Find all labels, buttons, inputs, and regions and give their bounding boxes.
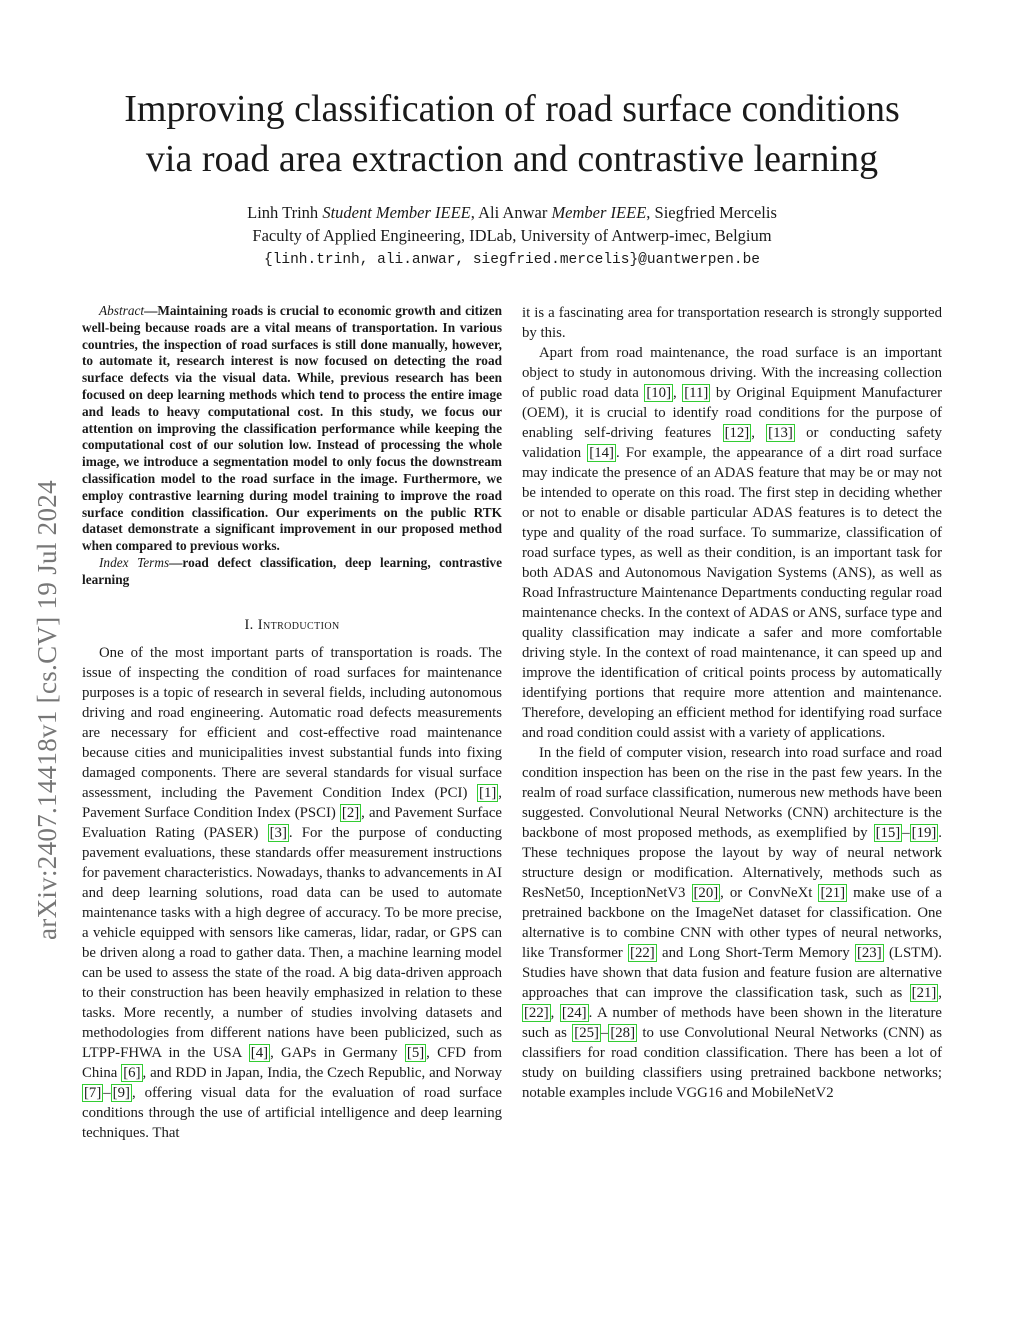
- citation-link[interactable]: [3]: [269, 824, 287, 841]
- intro-paragraph-2: [522, 343, 942, 743]
- text-run: , and Pavement Surface Evaluation Rating (PASER): [82, 804, 502, 841]
- text-run: , offering visual data for the evaluation of road surface conditions through the use of artificial intelligence and deep learning techniques. That: [82, 1084, 502, 1141]
- text-run: ,: [550, 1005, 560, 1021]
- citation-link[interactable]: [6]: [123, 1064, 141, 1081]
- text-run: ,: [938, 985, 942, 1001]
- citation-link[interactable]: [12]: [724, 425, 750, 441]
- citation-link[interactable]: [21]: [820, 885, 846, 901]
- text-run: (LSTM). Studies have shown that data fusion and feature fusion are alternative approaches that can improve the classification task, such as: [522, 945, 943, 1001]
- abstract-text: —Maintaining roads is crucial to economic growth and citizen well-being because roads are a vital means of transportation. In various countries, the inspection of road surfaces is still done manually, however, to automate it, research interest is now focused on detecting the road surface defects via the visual data. While, previous research has been focused on deep learning methods which tend to process the entire image and leads to heavy computational cost. In this study, we focus our attention on improving the classification performance while keeping the computational cost of our solution low. Instead of processing the whole image, we introduce a segmentation model to only focus the downstream classification model to the road surface in the image. Furthermore, we employ contrastive learning during model training to improve the road surface condition classification. Our experiments on the public RTK dataset demonstrate a significant improvement in our proposed method when compared to previous works.: [82, 303, 502, 554]
- text-run: , or ConvNeXt: [720, 885, 819, 901]
- author-1-role: Student Member IEEE: [322, 203, 471, 222]
- citation-link[interactable]: [2]: [341, 804, 360, 821]
- index-terms-label: Index Terms: [99, 554, 170, 570]
- right-column: [522, 303, 942, 1103]
- text-run: , and RDD in Japan, India, the Czech Republic, and Norway: [142, 1064, 502, 1081]
- author-names: Linh Trinh Student Member IEEE, Ali Anwar Member IEEE, Siegfried Mercelis: [247, 203, 777, 222]
- text-run: . For example, the appearance of a dirt road surface may indicate the presence of an ADAS feature that may be or may not be intended to operate on this road. The first step in deciding whether or not to enable or disable particular ADAS features is to detect the type and quality of the road surface. To summarize, classification of road surface types, as well as their condition, is an important task for both ADAS and Autonomous Navigation Systems (ANS), as well as Road Infrastructure Maintenance Departments conducting regular road maintenance checks. In the context of ADAS or ANS, surface type and quality classification may indicate a safer and more comfortable driving style. In the context of road maintenance, it can speed up and improve the identification of critical points process by automatically identifying portions that require more attention and maintenance. Therefore, developing an efficient method for identifying road surface and road condition could assist with a variety of applications.: [522, 445, 942, 741]
- citation-link[interactable]: [7]: [84, 1084, 102, 1101]
- citation-link[interactable]: [20]: [693, 885, 719, 901]
- text-run: Apart from road maintenance, the road surface is an important object to study in autonomous driving. With the increasing collection of public road data: [522, 345, 942, 401]
- index-terms: [82, 555, 502, 589]
- citation-link[interactable]: [28]: [610, 1025, 635, 1041]
- text-run: and Long Short-Term Memory: [656, 945, 855, 961]
- text-run: to use Convolutional Neural Networks (CNN) as classifiers for road condition classification. There has been a lot of study on building classifiers using pretrained backbone networks; notable examples include VGG16 and MobileNetV2: [522, 1025, 942, 1101]
- author-emails[interactable]: {linh.trinh, ali.anwar, siegfried.mercelis}@uantwerpen.be: [264, 252, 760, 268]
- text-run: ,: [751, 425, 767, 441]
- text-run: , Pavement Surface Condition Index (PSCI): [82, 784, 502, 821]
- citation-link[interactable]: [9]: [112, 1084, 130, 1101]
- citation-link[interactable]: [15]: [875, 825, 901, 841]
- citation-link[interactable]: [23]: [856, 945, 882, 961]
- citation-link[interactable]: [10]: [646, 385, 671, 401]
- intro-paragraph-1: [82, 643, 502, 1143]
- citation-link[interactable]: [22]: [524, 1005, 549, 1021]
- author-2-name: Ali Anwar: [478, 203, 548, 222]
- left-column: [82, 303, 502, 1143]
- affiliation: Faculty of Applied Engineering, IDLab, University of Antwerp-imec, Belgium: [252, 226, 772, 245]
- text-run: by Original Equipment Manufacturer (OEM), it is crucial to identify road conditions for the purpose of enabling self-driving features: [522, 385, 942, 441]
- text-run: –: [600, 1025, 609, 1041]
- author-block: [60, 201, 964, 272]
- author-3-name: Siegfried Mercelis: [654, 203, 777, 222]
- title-line-2: via road area extraction and contrastive learning: [145, 138, 879, 180]
- text-run: –: [103, 1084, 111, 1101]
- citation-link[interactable]: [24]: [561, 1005, 587, 1021]
- index-terms-text: —road defect classification, deep learning, contrastive learning: [82, 554, 502, 587]
- arxiv-identifier[interactable]: arXiv:2407.14418v1 [cs.CV] 19 Jul 2024: [32, 480, 62, 940]
- section-heading-introduction: I. Introduction: [244, 616, 340, 633]
- abstract: [82, 303, 502, 555]
- text-run: –: [902, 825, 910, 841]
- citation-link[interactable]: [5]: [406, 1044, 425, 1061]
- text-run: ,: [673, 385, 683, 401]
- intro-paragraph-1-continued: it is a fascinating area for transportation research is strongly supported by this.: [522, 305, 942, 341]
- citation-link[interactable]: [13]: [768, 425, 793, 441]
- text-run: , CFD from China: [82, 1044, 503, 1081]
- text-run: One of the most important parts of transportation is roads. The issue of inspecting the condition of road surfaces for maintenance purposes is a topic of research in several fields, including autonomous driving and road engineering. Automatic road defects measurements are necessary for efficient and cost-effective road maintenance because cities and municipalities invest substantial funds into fixing damaged components. There are several standards for visual surface assessment, including the Pavement Condition Index (PCI): [82, 644, 502, 801]
- text-run: , GAPs in Germany: [270, 1044, 405, 1061]
- citation-link[interactable]: [22]: [630, 945, 655, 961]
- abstract-label: Abstract: [99, 303, 145, 318]
- citation-link[interactable]: [19]: [911, 825, 937, 841]
- text-run: make use of a pretrained backbone on the ImageNet dataset for classification. One alternative is to combine CNN with other types of neural networks, like Transformer: [522, 885, 942, 961]
- paper-title: [60, 84, 964, 184]
- text-run: . These techniques propose the layout by way of neural network structure design or modification. Alternatively, methods such as ResNet50, InceptionNetV3: [522, 825, 942, 901]
- author-1-name: Linh Trinh: [247, 203, 319, 222]
- citation-link[interactable]: [1]: [479, 784, 497, 801]
- citation-link[interactable]: [21]: [911, 985, 937, 1001]
- text-run: or conducting safety validation: [522, 425, 942, 461]
- author-2-role: Member IEEE: [551, 203, 647, 222]
- text-run: . A number of methods have been shown in the literature such as: [522, 1005, 943, 1041]
- text-run: . For the purpose of conducting pavement evaluations, these standards offer measurement instructions for pavement characteristics. Nowadays, thanks to advancements in AI and deep learning solutions, road data can be used to automate maintenance tasks with a high degree of accuracy. To be more precise, a vehicle equipped with sensors like cameras, lidar, radar, or GPS can be driven along a road to gather data. Then, a machine learning model can be used to assess the state of the road. A big data-driven approach to their construction has been heavily emphasized in relation to these tasks. More recently, a number of studies involving datasets and methodologies from different nations have been publicized, such as LTPP-FHWA in the USA: [82, 824, 503, 1061]
- intro-paragraph-3: [522, 743, 942, 1103]
- citation-link[interactable]: [14]: [589, 445, 614, 461]
- citation-link[interactable]: [25]: [574, 1025, 599, 1041]
- citation-link[interactable]: [11]: [684, 385, 709, 401]
- text-run: In the field of computer vision, research into road surface and road condition inspection has been on the rise in the past few years. In the realm of road surface classification, numerous new methods have been suggested. Convolutional Neural Networks (CNN) architecture is the backbone of most proposed methods, as exemplified by: [522, 745, 942, 841]
- citation-link[interactable]: [4]: [250, 1044, 269, 1061]
- title-line-1: Improving classification of road surface conditions: [124, 88, 900, 130]
